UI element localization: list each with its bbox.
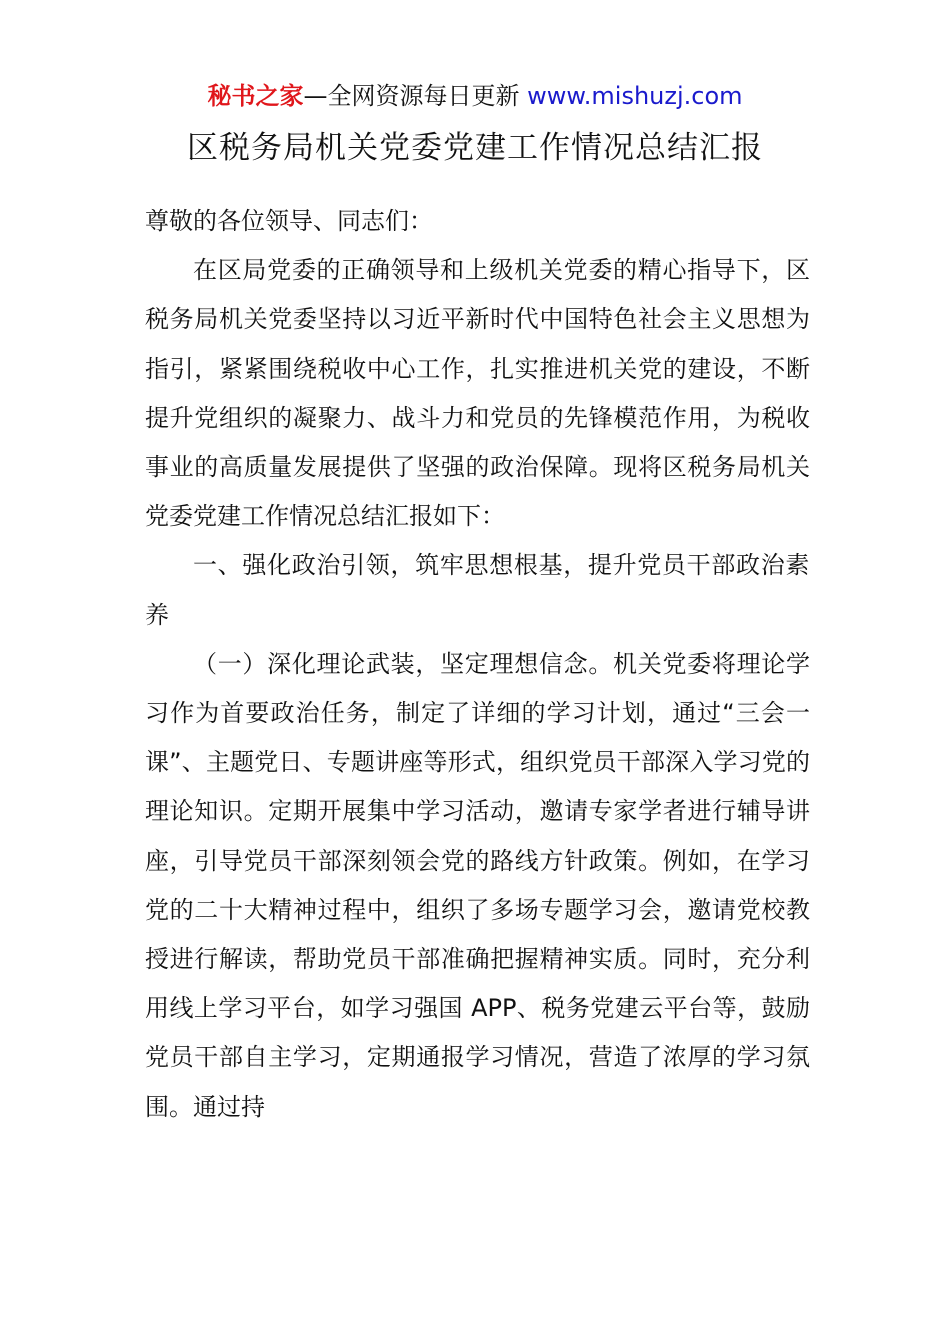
document-body xyxy=(145,197,810,1132)
site-url-link[interactable]: www.mishuzj.com xyxy=(527,82,743,110)
intro-paragraph: 在区局党委的正确领导和上级机关党委的精心指导下，区税务局机关党委坚持以习近平新时代中国特色社会主义思想为指引，紧紧围绕税收中心工作，扎实推进机关党的建设，不断提升党组织的凝聚力、战斗力和党员的先锋模范作用，为税收事业的高质量发展提供了坚强的政治保障。现将区税务局机关党委党建工作情况总结汇报如下： xyxy=(145,256,810,531)
site-banner xyxy=(0,80,950,112)
salutation: 尊敬的各位领导、同志们： xyxy=(145,207,433,235)
site-name: 秘书之家 xyxy=(207,82,304,110)
document-title: 区税务局机关党委党建工作情况总结汇报 xyxy=(187,130,763,166)
site-tagline: —全网资源每日更新 xyxy=(303,82,528,110)
body-paragraph: （一）深化理论武装，坚定理想信念。机关党委将理论学习作为首要政治任务，制定了详细的学习计划，通过“三会一课”、主题党日、专题讲座等形式，组织党员干部深入学习党的理论知识。定期开展集中学习活动，邀请专家学者进行辅导讲座，引导党员干部深刻领会党的路线方针政策。例如，在学习党的二十大精神过程中，组织了多场专题学习会，邀请党校教授进行解读，帮助党员干部准确把握精神实质。同时，充分利用线上学习平台，如学习强国 APP、税务党建云平台等，鼓励党员干部自主学习，定期通报学习情况，营造了浓厚的学习氛围。通过持 xyxy=(145,649,810,1121)
section-heading: 一、强化政治引领，筑牢思想根基，提升党员干部政治素养 xyxy=(145,551,810,629)
